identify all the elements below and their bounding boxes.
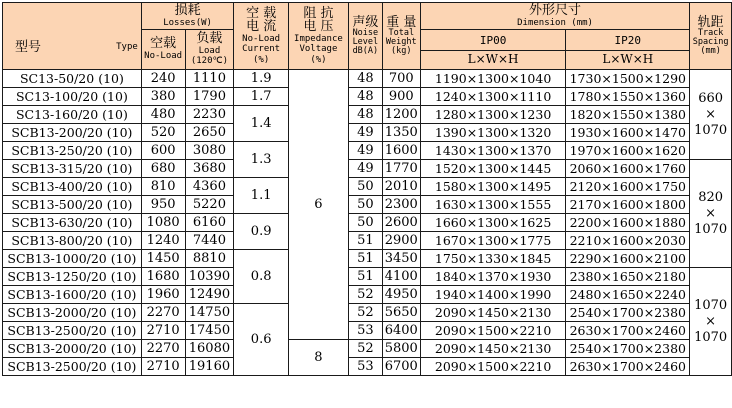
- header-weight-cn: 重 量: [386, 14, 417, 30]
- noise-cell: 53: [348, 358, 382, 376]
- table-row: [3, 250, 732, 268]
- ip00-dimension-cell: 1520×1300×1445: [420, 160, 566, 178]
- weight-cell: 1200: [382, 106, 420, 124]
- header-no-load-loss-cn: 空载: [150, 36, 177, 52]
- header-no-load-loss-en: No-Load: [144, 51, 183, 62]
- ip20-dimension-cell: 2120×1600×1750: [566, 178, 690, 196]
- track-spacing-mid: ×: [705, 205, 717, 221]
- track-spacing-cell: [690, 160, 732, 268]
- header-noise-en2: Level: [352, 37, 379, 48]
- header-noise-cn: 声级: [352, 14, 379, 30]
- model-cell: SCB13-250/20 (10): [3, 142, 142, 160]
- track-spacing-top: 820: [698, 189, 724, 205]
- header-current-en1: No-Load: [242, 33, 281, 44]
- load-loss-cell: 1790: [185, 88, 234, 106]
- table-row: [3, 214, 732, 232]
- load-loss-cell: 3680: [185, 160, 234, 178]
- ip20-dimension-cell: 2540×1700×2380: [566, 340, 690, 358]
- ip20-dimension-cell: 1820×1550×1380: [566, 106, 690, 124]
- table-row: [3, 268, 732, 286]
- track-spacing-mid: ×: [705, 106, 717, 122]
- load-loss-cell: 12490: [185, 286, 234, 304]
- ip20-dimension-cell: 2540×1700×2380: [566, 304, 690, 322]
- weight-cell: 1350: [382, 124, 420, 142]
- weight-cell: 2600: [382, 214, 420, 232]
- model-cell: SCB13-315/20 (10): [3, 160, 142, 178]
- no-load-loss-cell: 680: [141, 160, 185, 178]
- header-weight-en2: Weight: [385, 37, 417, 48]
- load-loss-cell: 16080: [185, 340, 234, 358]
- noise-cell: 52: [348, 340, 382, 358]
- weight-cell: 6700: [382, 358, 420, 376]
- model-cell: SCB13-630/20 (10): [3, 214, 142, 232]
- no-load-loss-cell: 2710: [141, 358, 185, 376]
- header-current-cn1: 空 载: [246, 5, 277, 21]
- ip20-dimension-cell: 2380×1650×2180: [566, 268, 690, 286]
- track-spacing-cell: [690, 70, 732, 160]
- ip20-dimension-cell: 2480×1650×2240: [566, 286, 690, 304]
- no-load-loss-cell: 600: [141, 142, 185, 160]
- model-cell: SCB13-1600/20 (10): [3, 286, 142, 304]
- weight-cell: 5800: [382, 340, 420, 358]
- noise-cell: 51: [348, 232, 382, 250]
- header-load-loss-cn: 负载: [196, 31, 223, 47]
- no-load-loss-cell: 1240: [141, 232, 185, 250]
- header-ip00: [420, 30, 566, 51]
- header-ip20: [566, 30, 690, 51]
- header-track-unit: (mm): [700, 46, 721, 57]
- track-spacing-mid: ×: [705, 313, 717, 329]
- ip00-dimension-cell: 2090×1500×2210: [420, 358, 566, 376]
- header-impedance: [288, 3, 348, 70]
- header-ip20-lwh-label: L×W×H: [602, 52, 654, 67]
- table-row: [3, 286, 732, 304]
- header-track-cn: 轨距: [697, 14, 724, 30]
- no-load-loss-cell: 240: [141, 70, 185, 88]
- header-ip00-label: IP00: [479, 33, 507, 47]
- noise-cell: 52: [348, 286, 382, 304]
- ip00-dimension-cell: 1630×1300×1555: [420, 196, 566, 214]
- no-load-loss-cell: 1450: [141, 250, 185, 268]
- ip00-dimension-cell: 1430×1300×1370: [420, 142, 566, 160]
- track-spacing-cell: [690, 268, 732, 376]
- no-load-loss-cell: 2710: [141, 322, 185, 340]
- weight-cell: 4100: [382, 268, 420, 286]
- weight-cell: 2300: [382, 196, 420, 214]
- model-cell: SCB13-2500/20 (10): [3, 322, 142, 340]
- no-load-current-cell: 1.1: [234, 178, 289, 214]
- weight-cell: 4950: [382, 286, 420, 304]
- no-load-loss-cell: 2270: [141, 304, 185, 322]
- impedance-cell: 6: [288, 70, 348, 340]
- ip20-dimension-cell: 2290×1600×2100: [566, 250, 690, 268]
- noise-cell: 48: [348, 70, 382, 88]
- header-dimension-cn: 外形尺寸: [529, 2, 582, 18]
- track-spacing-bot: 1070: [694, 221, 728, 237]
- load-loss-cell: 6160: [185, 214, 234, 232]
- noise-cell: 49: [348, 124, 382, 142]
- header-load-loss-en1: Load: [198, 45, 221, 56]
- table-row: [3, 160, 732, 178]
- track-spacing-bot: 1070: [694, 329, 728, 345]
- header-dimension-en: Dimension (mm): [517, 17, 593, 28]
- header-impedance-cn1: 阻 抗: [303, 5, 334, 21]
- model-cell: SCB13-2000/20 (10): [3, 304, 142, 322]
- noise-cell: 51: [348, 268, 382, 286]
- load-loss-cell: 17450: [185, 322, 234, 340]
- header-no-load-current: [234, 3, 289, 70]
- header-ip00-lwh-label: L×W×H: [467, 52, 519, 67]
- header-noise-unit: dB(A): [352, 46, 379, 57]
- no-load-current-cell: 1.9: [234, 70, 289, 88]
- ip00-dimension-cell: 1840×1370×1930: [420, 268, 566, 286]
- model-cell: SCB13-200/20 (10): [3, 124, 142, 142]
- load-loss-cell: 5220: [185, 196, 234, 214]
- header-dimension: [420, 3, 689, 30]
- load-loss-cell: 19160: [185, 358, 234, 376]
- track-spacing-top: 660: [698, 90, 724, 106]
- no-load-loss-cell: 1080: [141, 214, 185, 232]
- header-current-cn2: 电 流: [246, 19, 277, 35]
- ip20-dimension-cell: 1970×1600×1620: [566, 142, 690, 160]
- header-no-load-loss: [141, 30, 185, 70]
- header-model: [3, 3, 142, 70]
- header-track-en1: Track: [697, 28, 724, 39]
- track-spacing-bot: 1070: [694, 122, 728, 138]
- load-loss-cell: 10390: [185, 268, 234, 286]
- model-cell: SCB13-2500/20 (10): [3, 358, 142, 376]
- header-ip00-lwh: [420, 51, 566, 70]
- ip00-dimension-cell: 1580×1300×1495: [420, 178, 566, 196]
- weight-cell: 1600: [382, 142, 420, 160]
- noise-cell: 53: [348, 322, 382, 340]
- model-cell: SCB13-1250/20 (10): [3, 268, 142, 286]
- load-loss-cell: 3080: [185, 142, 234, 160]
- no-load-loss-cell: 520: [141, 124, 185, 142]
- table-row: [3, 196, 732, 214]
- noise-cell: 49: [348, 160, 382, 178]
- load-loss-cell: 2230: [185, 106, 234, 124]
- ip20-dimension-cell: 2630×1700×2460: [566, 358, 690, 376]
- ip00-dimension-cell: 1670×1300×1775: [420, 232, 566, 250]
- load-loss-cell: 7440: [185, 232, 234, 250]
- load-loss-cell: 2650: [185, 124, 234, 142]
- ip00-dimension-cell: 1280×1300×1230: [420, 106, 566, 124]
- no-load-loss-cell: 1680: [141, 268, 185, 286]
- table-row: [3, 124, 732, 142]
- no-load-loss-cell: 2270: [141, 340, 185, 358]
- header-ip20-lwh: [566, 51, 690, 70]
- model-cell: SC13-50/20 (10): [3, 70, 142, 88]
- table-row: [3, 358, 732, 376]
- model-cell: SC13-100/20 (10): [3, 88, 142, 106]
- no-load-current-cell: 1.7: [234, 88, 289, 106]
- table-row: [3, 106, 732, 124]
- no-load-current-cell: 0.6: [234, 304, 289, 376]
- noise-cell: 51: [348, 250, 382, 268]
- ip20-dimension-cell: 1930×1600×1470: [566, 124, 690, 142]
- ip00-dimension-cell: 2090×1450×2130: [420, 304, 566, 322]
- weight-cell: 700: [382, 70, 420, 88]
- ip00-dimension-cell: 1750×1330×1845: [420, 250, 566, 268]
- header-load-loss-en2: (120℃): [190, 56, 229, 67]
- track-spacing-top: 1070: [694, 297, 728, 313]
- spec-table: [2, 2, 732, 376]
- no-load-loss-cell: 810: [141, 178, 185, 196]
- ip20-dimension-cell: 2630×1700×2460: [566, 322, 690, 340]
- header-current-en2: Current: [242, 44, 281, 55]
- table-row: [3, 142, 732, 160]
- model-cell: SCB13-1000/20 (10): [3, 250, 142, 268]
- header-ip20-label: IP20: [614, 33, 642, 47]
- impedance-cell: 8: [288, 340, 348, 376]
- model-cell: SCB13-500/20 (10): [3, 196, 142, 214]
- ip20-dimension-cell: 2060×1600×1760: [566, 160, 690, 178]
- header-losses-en: Losses(W): [163, 17, 212, 28]
- ip00-dimension-cell: 1240×1300×1110: [420, 88, 566, 106]
- no-load-loss-cell: 480: [141, 106, 185, 124]
- noise-cell: 50: [348, 214, 382, 232]
- table-row: [3, 70, 732, 88]
- ip00-dimension-cell: 1190×1300×1040: [420, 70, 566, 88]
- weight-cell: 1770: [382, 160, 420, 178]
- ip00-dimension-cell: 1390×1300×1320: [420, 124, 566, 142]
- no-load-loss-cell: 950: [141, 196, 185, 214]
- ip20-dimension-cell: 2200×1600×1880: [566, 214, 690, 232]
- weight-cell: 2010: [382, 178, 420, 196]
- ip00-dimension-cell: 1660×1300×1625: [420, 214, 566, 232]
- header-weight-unit: (kg): [391, 46, 412, 57]
- header-noise: [348, 3, 382, 70]
- load-loss-cell: 1110: [185, 70, 234, 88]
- noise-cell: 50: [348, 178, 382, 196]
- header-model-cn: 型号: [15, 40, 42, 55]
- model-cell: SCB13-400/20 (10): [3, 178, 142, 196]
- no-load-loss-cell: 1960: [141, 286, 185, 304]
- load-loss-cell: 14750: [185, 304, 234, 322]
- header-load-loss: [185, 30, 234, 70]
- header-weight-en1: Total: [388, 28, 415, 39]
- noise-cell: 48: [348, 88, 382, 106]
- weight-cell: 900: [382, 88, 420, 106]
- noise-cell: 52: [348, 304, 382, 322]
- load-loss-cell: 4360: [185, 178, 234, 196]
- header-track: [690, 3, 732, 70]
- ip00-dimension-cell: 2090×1450×2130: [420, 340, 566, 358]
- ip20-dimension-cell: 2210×1600×2030: [566, 232, 690, 250]
- ip20-dimension-cell: 1780×1550×1360: [566, 88, 690, 106]
- model-cell: SCB13-800/20 (10): [3, 232, 142, 250]
- model-cell: SCB13-2000/20 (10): [3, 340, 142, 358]
- table-row: [3, 322, 732, 340]
- ip00-dimension-cell: 2090×1500×2210: [420, 322, 566, 340]
- header-losses: [141, 3, 234, 30]
- load-loss-cell: 8810: [185, 250, 234, 268]
- header-impedance-cn2: 电 压: [303, 19, 334, 35]
- table-row: [3, 88, 732, 106]
- table-row: [3, 232, 732, 250]
- header-losses-cn: 损耗: [174, 2, 201, 18]
- no-load-current-cell: 0.8: [234, 250, 289, 304]
- noise-cell: 49: [348, 142, 382, 160]
- no-load-current-cell: 0.9: [234, 214, 289, 250]
- model-cell: SC13-160/20 (10): [3, 106, 142, 124]
- ip20-dimension-cell: 1730×1500×1290: [566, 70, 690, 88]
- noise-cell: 50: [348, 196, 382, 214]
- ip00-dimension-cell: 1940×1400×1990: [420, 286, 566, 304]
- table-row: [3, 304, 732, 322]
- ip20-dimension-cell: 2170×1600×1800: [566, 196, 690, 214]
- no-load-current-cell: 1.4: [234, 106, 289, 142]
- header-impedance-unit: (%): [310, 54, 327, 65]
- no-load-loss-cell: 380: [141, 88, 185, 106]
- header-noise-en1: Noise: [352, 28, 379, 39]
- no-load-current-cell: 1.3: [234, 142, 289, 178]
- table-body: [3, 70, 732, 376]
- header-track-en2: Spacing: [692, 37, 729, 48]
- header-current-unit: (%): [253, 54, 270, 65]
- header-weight: [382, 3, 420, 70]
- table-row: [3, 340, 732, 358]
- header-impedance-en1: Impedance: [294, 33, 343, 44]
- header-impedance-en2: Voltage: [299, 44, 338, 55]
- table-row: [3, 178, 732, 196]
- weight-cell: 5650: [382, 304, 420, 322]
- noise-cell: 48: [348, 106, 382, 124]
- weight-cell: 3450: [382, 250, 420, 268]
- weight-cell: 2900: [382, 232, 420, 250]
- header-model-en: Type: [116, 42, 138, 52]
- weight-cell: 6400: [382, 322, 420, 340]
